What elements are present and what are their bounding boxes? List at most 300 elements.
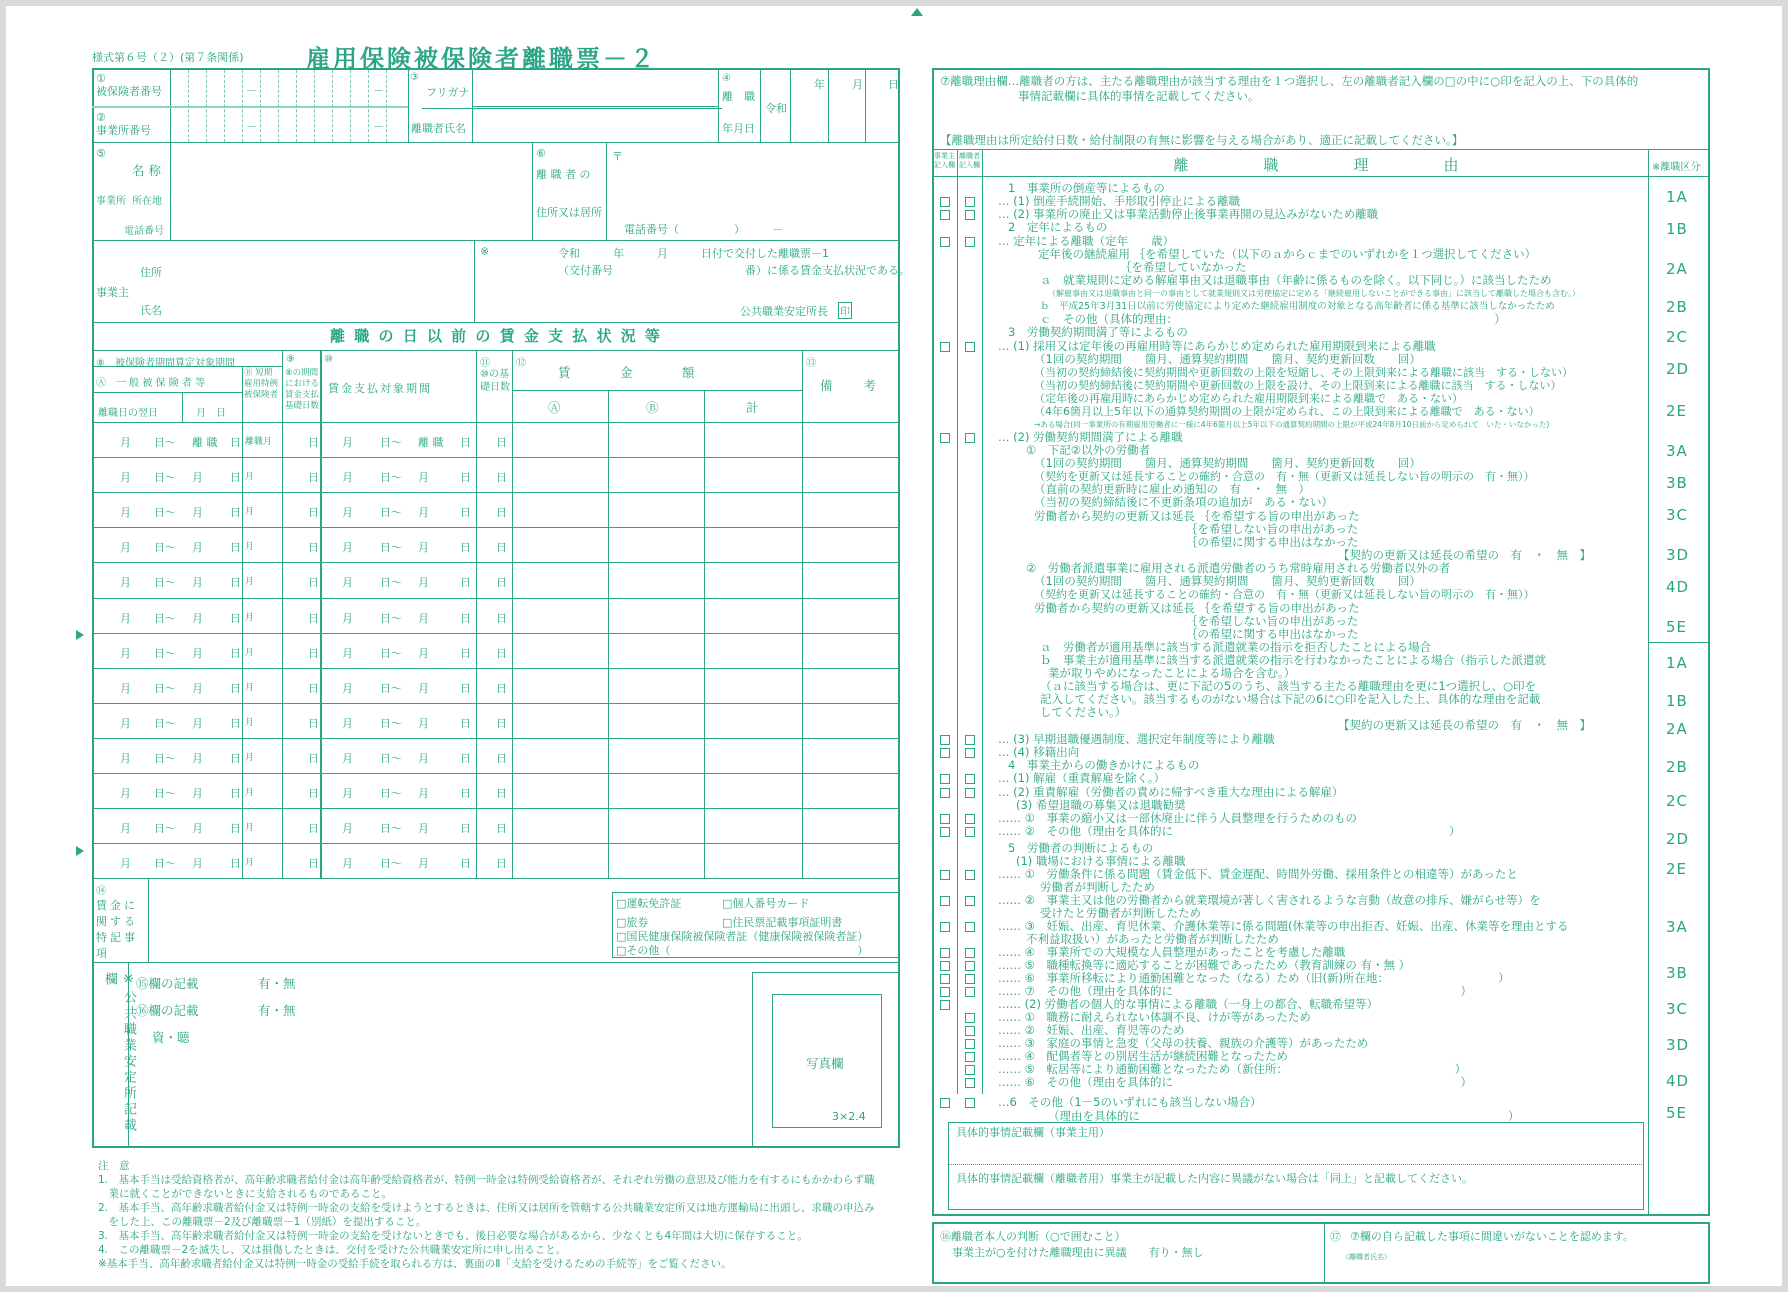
leave-date-label: 年月日 (722, 122, 755, 135)
from-day[interactable]: 日～ (154, 436, 176, 449)
reason-line: … (1) 倒産手続開始、手形取引停止による離職 (998, 194, 1241, 208)
leaver-checkbox[interactable] (965, 827, 975, 837)
short-term-month[interactable]: 月 (245, 577, 255, 588)
reason-line: ｛の希望に関する申出はなかった (1186, 535, 1359, 549)
class-code: 5E (1666, 1104, 1688, 1122)
employer-name-input[interactable] (176, 288, 466, 318)
dash: － (246, 120, 257, 133)
period-from-month[interactable]: 月 (342, 576, 353, 590)
basic-days[interactable]: 日 (308, 471, 319, 485)
period-basic-days[interactable]: 日 (496, 857, 507, 871)
leaver-checkbox[interactable] (965, 870, 975, 880)
short-term-month[interactable]: 月 (245, 752, 255, 763)
reason-intro: ⑦離職理由欄…離職者の方は、主たる離職理由が該当する理由を１つ選択し、左の離職者記入欄の□の中に○印を記入の上、下の具体的 (940, 74, 1639, 88)
reason-line: …6 その他（1－5のいずれにも該当しない場合） (998, 1095, 1262, 1109)
reason-line: … (1) 採用又は定年後の再雇用時等にあらかじめ定められた雇用期限到来による離職 (998, 339, 1436, 353)
office-block-num: ⑤ (96, 147, 106, 160)
leaver-checkbox[interactable] (965, 1078, 975, 1088)
wage-row (92, 598, 900, 634)
leaver-checkbox[interactable] (965, 987, 975, 997)
employer-checkbox[interactable] (940, 948, 950, 958)
employer-checkbox[interactable] (940, 961, 950, 971)
period-to-day[interactable]: 日 (460, 541, 471, 555)
period-from-month[interactable]: 月 (342, 471, 353, 485)
short-term-month[interactable]: 月 (245, 647, 255, 658)
to-day[interactable]: 日 (230, 611, 241, 625)
basic-days[interactable]: 日 (308, 716, 319, 730)
basic-days[interactable]: 日 (308, 751, 319, 765)
from-month[interactable]: 月 (120, 611, 131, 625)
short-term-month[interactable]: 月 (245, 612, 255, 623)
wage-row (92, 773, 900, 809)
from-day[interactable]: 日～ (154, 611, 176, 625)
reason-line: … (1) 解雇（重責解雇を除く。） (998, 771, 1166, 785)
period-to-day[interactable]: 日 (460, 751, 471, 765)
period-basic-days[interactable]: 日 (496, 611, 507, 625)
insured-number-label: ① 被保険者番号 (96, 72, 162, 98)
reason-line: （1回の契約期間 箇月、通算契約期間 箇月、契約更新回数 回） (1034, 352, 1421, 366)
to-month[interactable]: 月 (192, 716, 203, 730)
item15-label: ⑮欄の記載 (136, 976, 199, 991)
to-month[interactable]: 月 (192, 506, 203, 520)
class-code: 2C (1666, 792, 1689, 810)
reason-line: 2 定年によるもの (1008, 220, 1108, 234)
period-from-month[interactable]: 月 (342, 822, 353, 836)
period-from-day[interactable]: 日～ (380, 436, 402, 449)
employer-checkbox[interactable] (940, 433, 950, 443)
period-from-month[interactable]: 月 (342, 506, 353, 520)
from-month[interactable]: 月 (120, 471, 131, 485)
leaver-name-input[interactable] (474, 108, 718, 142)
period-from-day[interactable]: 日～ (380, 681, 402, 695)
leaver-checkbox[interactable] (965, 735, 975, 745)
period-to-day[interactable]: 日 (460, 716, 471, 730)
period-from-day[interactable]: 日～ (380, 787, 402, 800)
id-doc-checkbox[interactable]: □運転免許証 (616, 897, 682, 910)
to-day[interactable]: 日 (230, 471, 241, 485)
reason-line: …… ② 事業主又は他の労働者から就業環境が著しく害されるような言動（故意の排斥、嫌がらせ等）を (998, 893, 1541, 907)
period-from-month[interactable]: 月 (342, 646, 353, 660)
short-term-month[interactable]: 月 (245, 858, 255, 869)
period-from-day[interactable]: 日～ (380, 541, 402, 555)
from-month[interactable]: 月 (120, 436, 131, 449)
period-to-day[interactable]: 日 (460, 611, 471, 625)
leaver-checkbox[interactable] (965, 748, 975, 758)
class-code: 2A (1666, 720, 1688, 738)
short-term-month[interactable]: 月 (245, 472, 255, 483)
office-name-input[interactable] (172, 146, 530, 176)
employer-checkbox[interactable] (940, 827, 950, 837)
reason-line: …… ⑥ その他（理由を具体的に ） (998, 1075, 1472, 1089)
basic-days[interactable]: 日 (308, 506, 319, 520)
class-code: 3D (1666, 546, 1690, 564)
judgment-option[interactable]: 事業主が○を付けた離職理由に異議 有り・無し (952, 1246, 1204, 1259)
col13-header: 備 考 (820, 378, 879, 393)
reason-line: … 定年による離職（定年 歳） (998, 234, 1175, 248)
from-month[interactable]: 月 (120, 787, 131, 800)
leave-date-label: 離 職 (722, 90, 755, 103)
period-basic-days[interactable]: 日 (496, 436, 507, 449)
basic-days[interactable]: 日 (308, 681, 319, 695)
employer-address-label: 住所 (140, 266, 162, 279)
leave-date-input[interactable] (792, 90, 898, 140)
to-month[interactable]: 月 (192, 857, 203, 871)
period-basic-days[interactable]: 日 (496, 471, 507, 485)
id-doc-checkbox[interactable]: □国民健康保険被保険者証（健康保険被保険者証） (616, 930, 869, 943)
special-notes-input[interactable] (150, 880, 606, 960)
col10-header: 賃金支払対象期間 (328, 382, 432, 395)
from-month[interactable]: 月 (120, 857, 131, 871)
from-day[interactable]: 日～ (154, 681, 176, 695)
furigana-num: ③ (410, 72, 419, 83)
id-doc-checkbox[interactable]: □個人番号カード (722, 897, 810, 910)
col-employer-header: 事業主記入欄 (934, 152, 955, 169)
period-from-day[interactable]: 日～ (380, 646, 402, 660)
side-marker-icon (76, 846, 84, 856)
period-to-day[interactable]: 日 (460, 822, 471, 836)
leaver-checkbox[interactable] (965, 1052, 975, 1062)
leaver-checkbox[interactable] (965, 974, 975, 984)
period-to-month[interactable]: 月 (418, 681, 429, 695)
to-day[interactable]: 日 (230, 787, 241, 800)
employer-checkbox[interactable] (940, 748, 950, 758)
from-day[interactable]: 日～ (154, 822, 176, 836)
to-day[interactable]: 日 (230, 436, 241, 449)
leaver-name-label: 離職者氏名 (411, 122, 466, 135)
from-month[interactable]: 月 (120, 681, 131, 695)
furigana-input[interactable] (474, 70, 718, 106)
employer-checkbox[interactable] (940, 735, 950, 745)
reason-line: ｃ その他（具体的理由： ） (1040, 312, 1506, 326)
leaver-checkbox[interactable] (965, 1065, 975, 1075)
reason-line: …… (2) 労働者の個人的な事情による離職（一身上の都合、転職希望等） (998, 997, 1379, 1011)
to-day[interactable]: 日 (230, 576, 241, 590)
leaver-checkbox[interactable] (965, 788, 975, 798)
class-code: 3B (1666, 964, 1688, 982)
basic-days[interactable]: 日 (308, 857, 319, 871)
leaver-checkbox[interactable] (965, 237, 975, 247)
period-from-day[interactable]: 日～ (380, 506, 402, 520)
to-day[interactable]: 日 (230, 716, 241, 730)
reason-line: …… ② 妊娠、出産、育児等のため (998, 1023, 1185, 1037)
employer-checkbox[interactable] (940, 1098, 950, 1108)
period-basic-days[interactable]: 日 (496, 822, 507, 836)
leaver-checkbox[interactable] (965, 342, 975, 352)
period-from-month[interactable]: 月 (342, 787, 353, 800)
reason-line: 労働者から契約の更新又は延長 ｛を希望する旨の申出があった (1034, 601, 1360, 615)
to-day[interactable]: 日 (230, 646, 241, 660)
period-to-month[interactable]: 月 (418, 716, 429, 730)
reason-line: 1 事業所の倒産等によるもの (1008, 181, 1165, 195)
period-basic-days[interactable]: 日 (496, 541, 507, 555)
period-to-month[interactable]: 月 (418, 541, 429, 555)
reason-line: … (2) 労働契約期間満了による離職 (998, 430, 1183, 444)
period-basic-days[interactable]: 日 (496, 681, 507, 695)
reason-line: （1回の契約期間 箇月、通算契約期間 箇月、契約更新回数 回） (1034, 456, 1421, 470)
id-doc-checkbox[interactable]: □旅券 (616, 916, 649, 929)
period-to-month[interactable]: 月 (418, 822, 429, 836)
short-term-month[interactable]: 月 (245, 542, 255, 553)
employer-checkbox[interactable] (940, 922, 950, 932)
to-month[interactable]: 月 (192, 751, 203, 765)
period-to-month[interactable]: 月 (418, 857, 429, 871)
leaver-checkbox[interactable] (965, 197, 975, 207)
short-term-month[interactable]: 離職月 (245, 437, 273, 447)
short-term-month[interactable]: 月 (245, 717, 255, 728)
reason-line: 4 事業主からの働きかけによるもの (1008, 758, 1200, 772)
period-to-day[interactable]: 日 (460, 576, 471, 590)
from-day[interactable]: 日～ (154, 646, 176, 660)
to-month[interactable]: 月 (192, 681, 203, 695)
from-day[interactable]: 日～ (154, 576, 176, 590)
to-month[interactable]: 月 (192, 541, 203, 555)
to-month[interactable]: 月 (192, 646, 203, 660)
period-to-day[interactable]: 日 (460, 436, 471, 449)
employer-checkbox[interactable] (940, 342, 950, 352)
class-code: 2D (1666, 830, 1690, 848)
period-basic-days[interactable]: 日 (496, 506, 507, 520)
basic-days[interactable]: 日 (308, 822, 319, 836)
id-doc-checkbox[interactable]: □その他（ ） (616, 944, 869, 957)
short-term-month[interactable]: 月 (245, 788, 255, 798)
employer-checkbox[interactable] (940, 870, 950, 880)
period-from-day[interactable]: 日～ (380, 751, 402, 765)
to-month[interactable]: 月 (192, 611, 203, 625)
period-to-month[interactable]: 月 (418, 646, 429, 660)
period-basic-days[interactable]: 日 (496, 646, 507, 660)
office-number-label: ② 事業所番号 (96, 111, 151, 137)
to-day[interactable]: 日 (230, 751, 241, 765)
reason-line: …… ① 職務に耐えられない体調不良、けが等があったため (998, 1010, 1311, 1024)
short-term-month[interactable]: 月 (245, 682, 255, 693)
col9-header: ⑨ (286, 354, 295, 365)
period-to-month[interactable]: 月 (418, 611, 429, 625)
leaver-phone-field[interactable]: 電話番号（ ） － (624, 223, 784, 236)
leaver-checkbox[interactable] (965, 774, 975, 784)
class-code: 2A (1666, 260, 1688, 278)
reason-line: 業が取りやめになったことによる場合を含む。） (1048, 666, 1296, 680)
period-from-month[interactable]: 月 (342, 751, 353, 765)
period-from-day[interactable]: 日～ (380, 576, 402, 590)
period-from-day[interactable]: 日～ (380, 716, 402, 730)
reason-line: (3) 希望退職の募集又は退職勧奨 (1016, 798, 1186, 812)
from-month[interactable]: 月 (120, 646, 131, 660)
reason-line: …… ⑤ 職種転換等に適応することが困難であったため（教育訓練の 有・無 ） (998, 958, 1411, 972)
to-day[interactable]: 日 (230, 506, 241, 520)
basic-days[interactable]: 日 (308, 611, 319, 625)
wage-row (92, 492, 900, 528)
period-from-day[interactable]: 日～ (380, 857, 402, 871)
period-from-day[interactable]: 日～ (380, 822, 402, 836)
furigana-label: フリガナ (426, 86, 470, 99)
office-phone-input[interactable] (172, 210, 530, 238)
from-month[interactable]: 月 (120, 822, 131, 836)
employer-checkbox[interactable] (940, 197, 950, 207)
employer-checkbox[interactable] (940, 814, 950, 824)
period-from-month[interactable]: 月 (342, 541, 353, 555)
period-to-month[interactable]: 月 (418, 787, 429, 800)
to-day[interactable]: 日 (230, 822, 241, 836)
reason-line: ａ 労働者が適用基準に該当する派遣就業の指示を拒否したことによる場合 (1040, 640, 1431, 654)
period-from-month[interactable]: 月 (342, 436, 353, 449)
col12-num: ⑫ (516, 358, 526, 369)
leaver-checkbox[interactable] (965, 1026, 975, 1036)
basic-days[interactable]: 日 (308, 787, 319, 800)
leave-date-num: ④ (722, 73, 731, 84)
leaver-address-input[interactable] (608, 146, 898, 210)
from-month[interactable]: 月 (120, 576, 131, 590)
period-to-month[interactable]: 月 (418, 471, 429, 485)
to-month[interactable]: 月 (192, 576, 203, 590)
period-from-month[interactable]: 月 (342, 716, 353, 730)
leaver-checkbox[interactable] (965, 948, 975, 958)
leaver-checkbox[interactable] (965, 210, 975, 220)
class-code: 3A (1666, 918, 1688, 936)
leaver-checkbox[interactable] (965, 1039, 975, 1049)
basic-days[interactable]: 日 (308, 646, 319, 660)
period-to-day[interactable]: 日 (460, 506, 471, 520)
period-to-day[interactable]: 日 (460, 857, 471, 871)
dash: － (373, 120, 384, 133)
reason-line: （当初の契約締結後に不更新条項の追加が ある・ない） (1034, 495, 1333, 509)
next-day-input[interactable]: 月 日 (196, 408, 226, 419)
basic-days[interactable]: 日 (308, 576, 319, 590)
period-to-day[interactable]: 日 (460, 646, 471, 660)
employer-checkbox[interactable] (940, 210, 950, 220)
basic-days[interactable]: 日 (308, 436, 319, 449)
period-to-day[interactable]: 日 (460, 787, 471, 800)
detail-employer-input[interactable] (952, 1138, 1642, 1158)
basic-days[interactable]: 日 (308, 541, 319, 555)
employer-checkbox[interactable] (940, 237, 950, 247)
short-term-month[interactable]: 月 (245, 507, 255, 518)
reason-line: 5 労働者の判断によるもの (1008, 841, 1154, 855)
reason-line: … (2) 重責解雇（労働者の責めに帰すべき重大な理由による解雇） (998, 785, 1344, 799)
employer-checkbox[interactable] (940, 974, 950, 984)
to-month[interactable]: 離 職 (192, 436, 218, 449)
period-from-day[interactable]: 日～ (380, 471, 402, 485)
from-month[interactable]: 月 (120, 506, 131, 520)
id-doc-checkbox[interactable]: □住民票記載事項証明書 (722, 916, 843, 929)
to-month[interactable]: 月 (192, 787, 203, 800)
reason-line: …… ④ 配偶者等との別居生活が継続困難となったため (998, 1049, 1288, 1063)
judgment-title: ⑯離職者本人の判断（○で囲むこと） (940, 1230, 1126, 1243)
special-notes-label: 賃金に関する特記事項 (96, 899, 138, 960)
leaver-checkbox[interactable] (965, 1098, 975, 1108)
short-term-month[interactable]: 月 (245, 823, 255, 834)
leaver-checkbox[interactable] (965, 922, 975, 932)
period-from-month[interactable]: 月 (342, 681, 353, 695)
from-day[interactable]: 日～ (154, 471, 176, 485)
col-class-header: ※離職区分 (1652, 162, 1701, 173)
leaver-checkbox[interactable] (965, 433, 975, 443)
office-phone-label: 電話番号 (124, 226, 164, 237)
reason-line: （当初の契約締結後に契約期間や更新回数の上限を設け、その上限到来による離職に該当 する・しない） (1034, 379, 1562, 392)
employer-checkbox[interactable] (940, 896, 950, 906)
from-month[interactable]: 月 (120, 541, 131, 555)
period-to-month[interactable]: 月 (418, 751, 429, 765)
leaver-signature-input[interactable] (1342, 1262, 1702, 1280)
period-to-day[interactable]: 日 (460, 471, 471, 485)
note-item: 4. この離職票－2を滅失し、又は損傷したときは、交付を受けた公共職業安定所に申し出ること。 (98, 1244, 567, 1256)
class-code: 1B (1666, 692, 1688, 710)
leaver-checkbox[interactable] (965, 814, 975, 824)
reason-line: 3 労働契約期間満了等によるもの (1008, 325, 1188, 339)
period-basic-days[interactable]: 日 (496, 576, 507, 590)
postal-mark: 〒 (612, 150, 623, 163)
period-to-month[interactable]: 月 (418, 576, 429, 590)
item15-yes-no[interactable]: 有・無 (258, 976, 296, 991)
class-code: 3C (1666, 1000, 1689, 1018)
to-month[interactable]: 月 (192, 822, 203, 836)
employer-checkbox[interactable] (940, 774, 950, 784)
period-basic-days[interactable]: 日 (496, 751, 507, 765)
to-day[interactable]: 日 (230, 681, 241, 695)
leaver-checkbox[interactable] (965, 961, 975, 971)
class-code: 4D (1666, 1072, 1690, 1090)
period-to-month[interactable]: 離 職 (418, 436, 444, 449)
reason-intro: 事情記載欄に具体的事情を記載してください。 (1018, 89, 1260, 103)
col-leaver-header: 離職者記入欄 (959, 152, 980, 169)
period-from-month[interactable]: 月 (342, 611, 353, 625)
from-day[interactable]: 日～ (154, 716, 176, 730)
period-to-day[interactable]: 日 (460, 681, 471, 695)
leaver-checkbox[interactable] (965, 896, 975, 906)
note-item: 3. 基本手当、高年齢求職者給付金又は特例一時金の支給を受けないときでも、後日必要な場合があるから、少なくとも4年間は大切に保存すること。 (98, 1230, 808, 1242)
period-from-month[interactable]: 月 (342, 857, 353, 871)
period-from-day[interactable]: 日～ (380, 611, 402, 625)
from-day[interactable]: 日～ (154, 857, 176, 871)
employer-checkbox[interactable] (940, 987, 950, 997)
item16-yes-no[interactable]: 有・無 (258, 1003, 296, 1018)
leaver-checkbox[interactable] (965, 1013, 975, 1023)
detail-leaver-input[interactable] (952, 1184, 1642, 1206)
reason-line: 定年後の継続雇用 ｛を希望していた（以下のａからｃまでのいずれかを１つ選択してください） (1038, 247, 1537, 261)
office-address-input[interactable] (172, 178, 530, 208)
employer-checkbox[interactable] (940, 1000, 950, 1010)
shi-cho-option[interactable]: 資・聴 (152, 1030, 190, 1045)
reason-line: 【契約の更新又は延長の希望の 有 ・ 無 】 (1338, 548, 1591, 562)
employer-address-input[interactable] (176, 246, 466, 282)
to-day[interactable]: 日 (230, 857, 241, 871)
from-day[interactable]: 日～ (154, 506, 176, 520)
class-code: 5E (1666, 618, 1688, 636)
from-day[interactable]: 日～ (154, 751, 176, 765)
reason-line: …… ② その他（理由を具体的に ） (998, 824, 1461, 838)
special-notes-num: ⑭ (96, 886, 106, 897)
period-to-month[interactable]: 月 (418, 506, 429, 520)
address-label: 離 職 者 の (536, 168, 591, 181)
reason-line: 労働者が判断したため (1040, 880, 1155, 894)
from-day[interactable]: 日～ (154, 787, 176, 800)
confirm-text: ⑦欄の自ら記載した事項に間違いがないことを認めます。 (1350, 1230, 1634, 1243)
issued-line: （交付番号 番）に係る賃金支払状況である。 (558, 264, 910, 277)
wage-section-title: 離 職 の 日 以 前 の 賃 金 支 払 状 況 等 (330, 327, 662, 345)
to-day[interactable]: 日 (230, 541, 241, 555)
period-basic-days[interactable]: 日 (496, 787, 507, 800)
from-day[interactable]: 日～ (154, 541, 176, 555)
reason-line: … (3) 早期退職優遇制度、選択定年制度等により離職 (998, 732, 1275, 746)
period-basic-days[interactable]: 日 (496, 716, 507, 730)
from-month[interactable]: 月 (120, 716, 131, 730)
photo-label: 写真欄 (806, 1056, 844, 1071)
to-month[interactable]: 月 (192, 471, 203, 485)
page-title: 雇用保険被保険者離職票－２ (306, 45, 657, 73)
from-month[interactable]: 月 (120, 751, 131, 765)
seal-icon: 印 (838, 302, 852, 319)
employer-checkbox[interactable] (940, 788, 950, 798)
class-code: 4D (1666, 578, 1690, 596)
